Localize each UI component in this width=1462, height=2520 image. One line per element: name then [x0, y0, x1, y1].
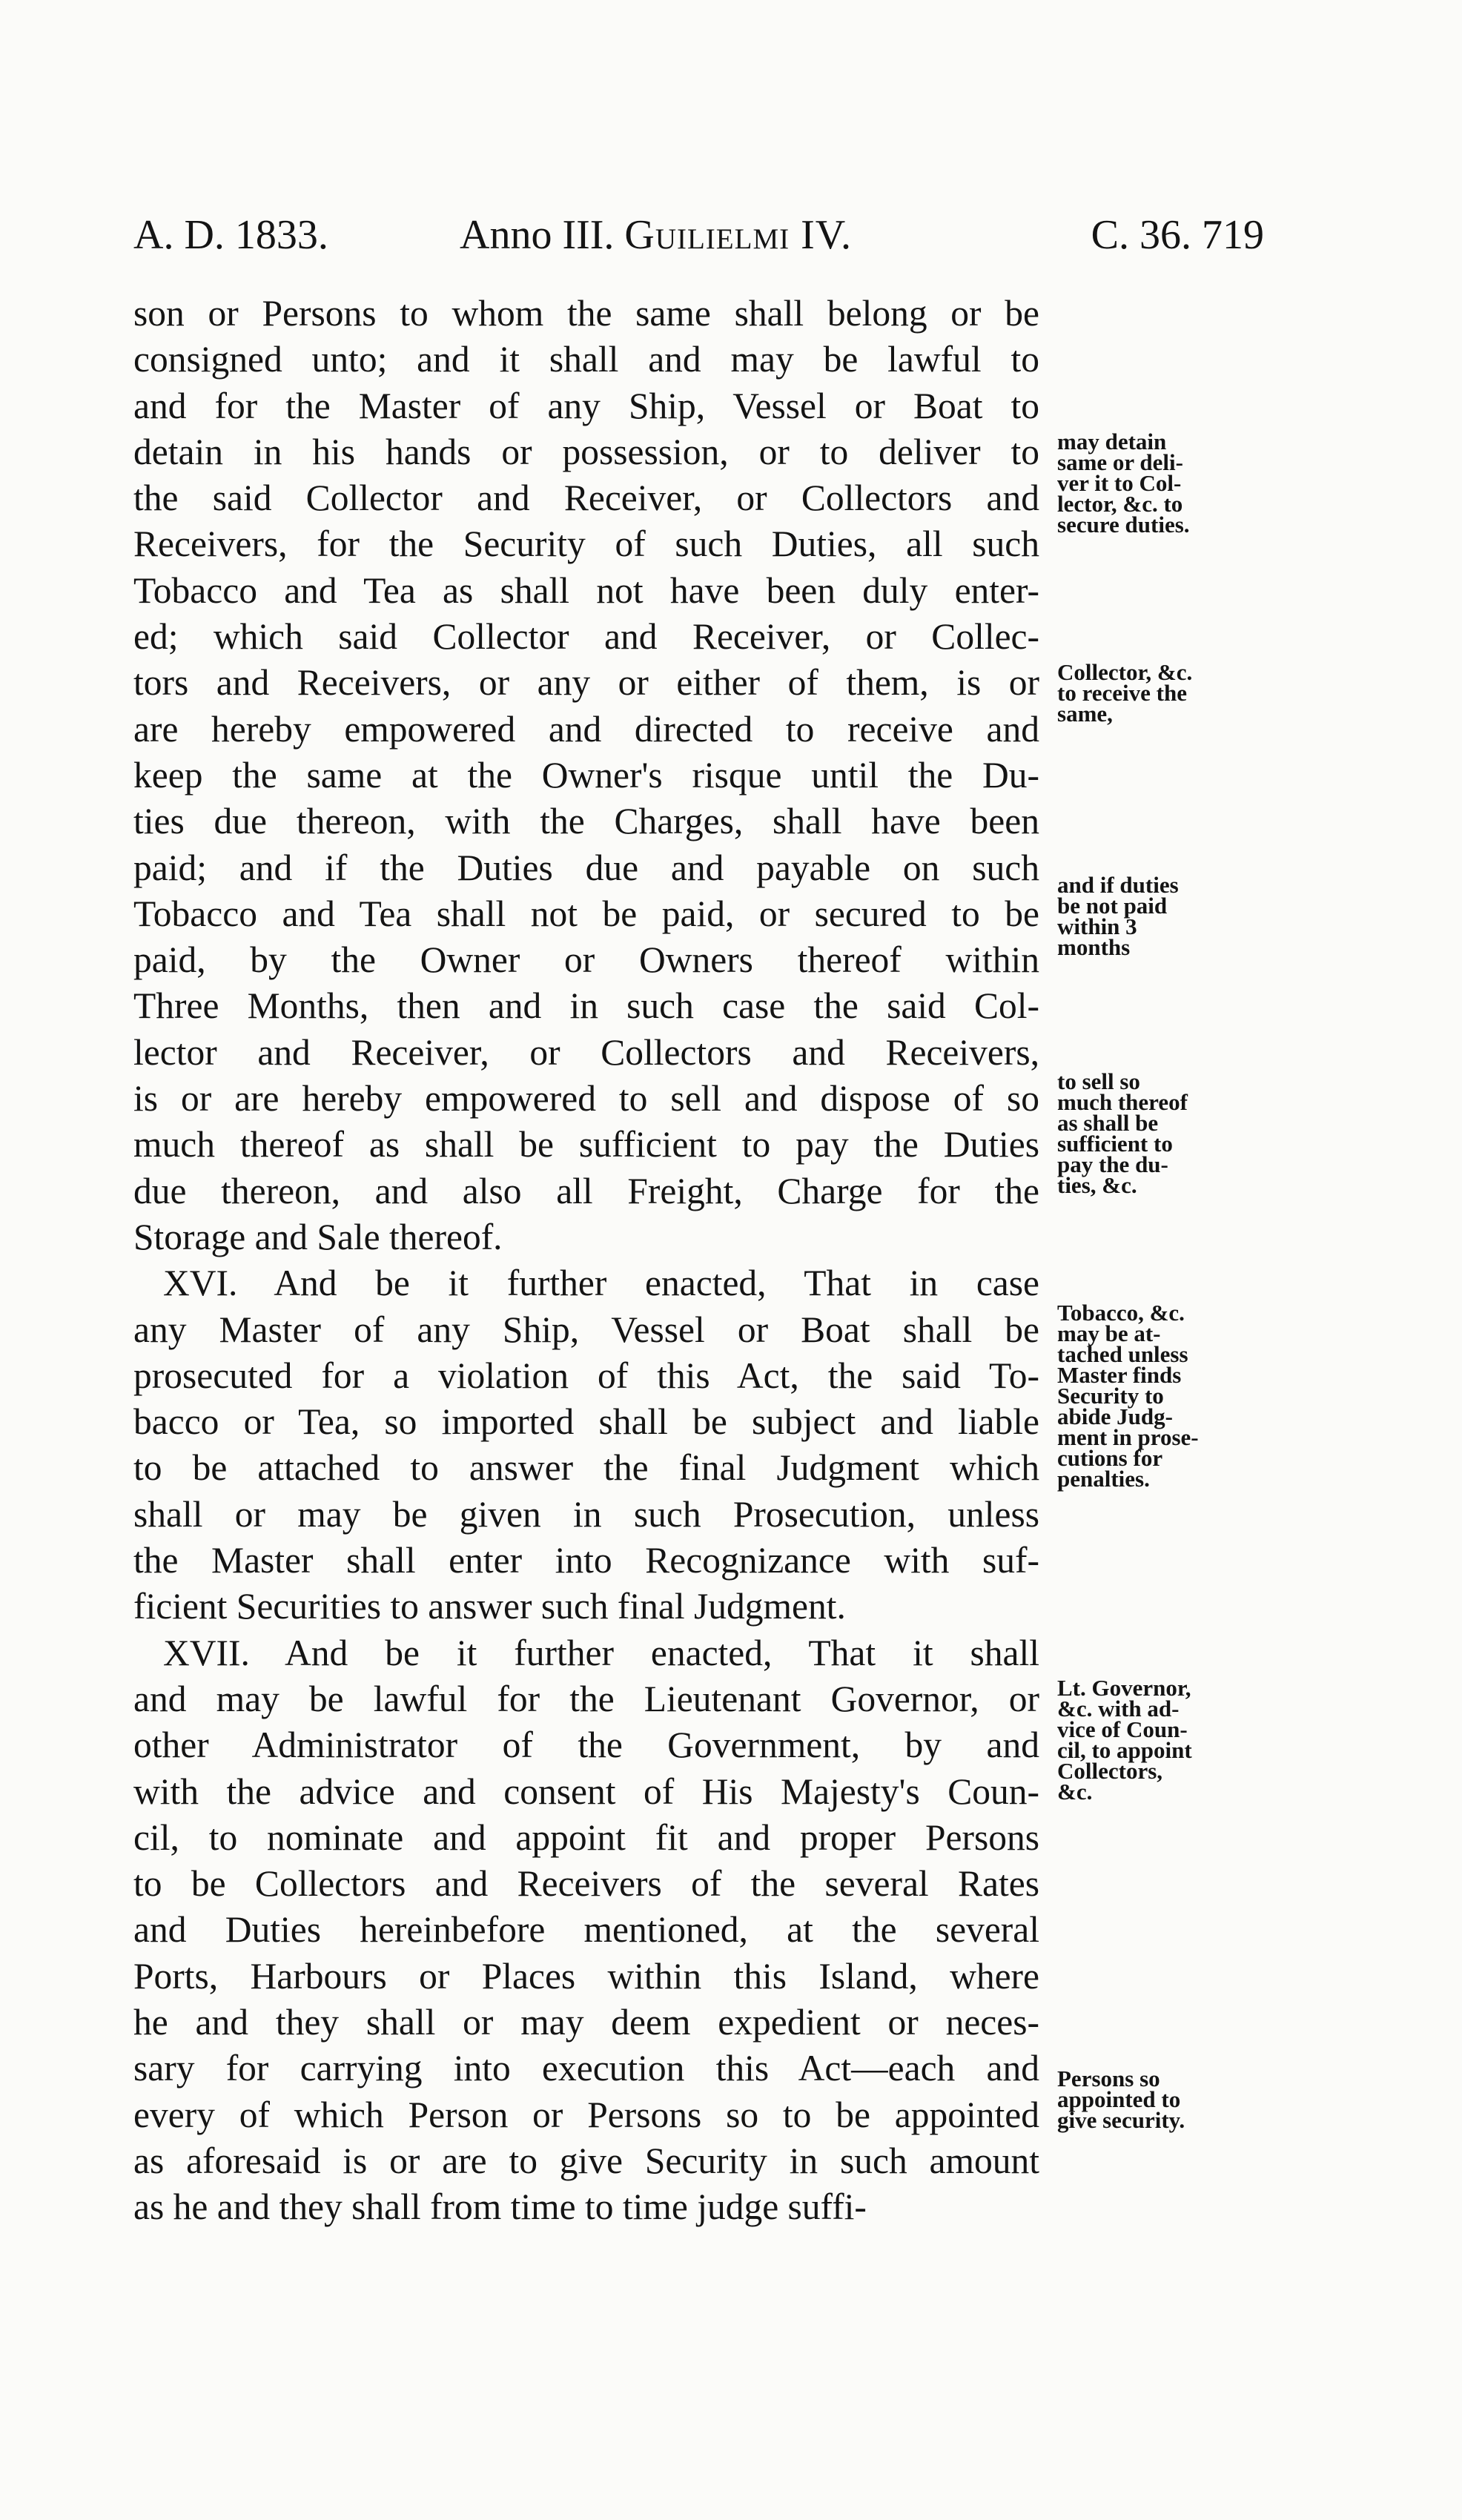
margin-note-line: Master finds — [1057, 1362, 1182, 1388]
margin-note-line: months — [1057, 934, 1131, 960]
margin-note-line: vice of Coun- — [1057, 1716, 1188, 1742]
margin-note-line: sufficient to — [1057, 1131, 1173, 1157]
text-line: other Administrator of the Government, by and — [133, 1724, 1039, 1766]
text-line: Tobacco and Tea as shall not have been duly enter- — [133, 569, 1039, 611]
text-line: any Master of any Ship, Vessel or Boat shall be — [133, 1309, 1039, 1350]
margin-note-line: ment in prose- — [1057, 1424, 1199, 1450]
text-line: and may be lawful for the Lieutenant Governor, or — [133, 1678, 1039, 1719]
margin-note-line: same, — [1057, 701, 1113, 727]
margin-note-line: to receive the — [1057, 680, 1187, 706]
text-line: to be Collectors and Receivers of the several Rates — [133, 1863, 1039, 1905]
text-line: Storage and Sale thereof. — [133, 1216, 503, 1257]
header-regnal-monarch: Guilielmi IV. — [624, 212, 852, 258]
text-line: paid; and if the Duties due and payable on such — [133, 847, 1039, 888]
section-heading-line: XVII. And be it further enacted, That it shall — [163, 1632, 1039, 1673]
body-text — [133, 291, 1039, 2230]
text-line: Tobacco and Tea shall not be paid, or secured to be — [133, 893, 1039, 934]
running-head — [133, 202, 1264, 268]
margin-note-line: be not paid — [1057, 893, 1168, 919]
margin-note-line: cutions for — [1057, 1445, 1163, 1471]
text-line: bacco or Tea, so imported shall be subject and liable — [133, 1401, 1039, 1443]
margin-note-line: Security to — [1057, 1383, 1164, 1409]
text-line: he and they shall or may deem expedient or neces- — [133, 2001, 1039, 2043]
text-line: prosecuted for a violation of this Act, the said To- — [133, 1355, 1039, 1396]
margin-note-detain — [1057, 429, 1272, 538]
text-line: Ports, Harbours or Places within this Island, where — [133, 1955, 1039, 1997]
margin-note-line: penalties. — [1057, 1466, 1150, 1492]
margin-note-sell — [1057, 1068, 1272, 1198]
section-heading-line: XVI. And be it further enacted, That in case — [163, 1263, 1039, 1304]
text-line: due thereon, and also all Freight, Charge for the — [133, 1170, 1039, 1211]
margin-note-line: cil, to appoint — [1057, 1737, 1192, 1763]
text-line: shall or may be given in such Prosecution, unless — [133, 1493, 1039, 1535]
margin-note-line: &c. with ad- — [1057, 1696, 1180, 1722]
margin-note-line: pay the du- — [1057, 1151, 1168, 1177]
margin-note-line: may be at- — [1057, 1320, 1161, 1346]
margin-note-line: lector, &c. to — [1057, 491, 1183, 517]
margin-note-line: and if duties — [1057, 872, 1179, 898]
text-line: the said Collector and Receiver, or Collectors and — [133, 477, 1039, 519]
text-line: son or Persons to whom the same shall belong or be — [133, 293, 1039, 334]
text-line: ed; which said Collector and Receiver, or Collec- — [133, 616, 1039, 658]
text-line: consigned unto; and it shall and may be lawful to — [133, 339, 1039, 380]
header-chapter-page: C. 36. 719 — [1091, 212, 1264, 258]
text-line: cil, to nominate and appoint fit and proper Persons — [133, 1816, 1039, 1858]
header-regnal-year — [460, 202, 852, 268]
margin-note-line: Collectors, — [1057, 1758, 1163, 1784]
text-line: and Duties hereinbefore mentioned, at the several — [133, 1909, 1039, 1951]
text-line: tors and Receivers, or any or either of them, is or — [133, 662, 1039, 704]
text-line: and for the Master of any Ship, Vessel or Boat to — [133, 385, 1039, 426]
header-regnal-anno: Anno III. — [460, 212, 615, 258]
text-line: are hereby empowered and directed to receive and — [133, 708, 1039, 750]
margin-note-line: Collector, &c. — [1057, 659, 1193, 685]
margin-note-line: same or deli- — [1057, 449, 1183, 475]
margin-note-line: abide Judg- — [1057, 1403, 1173, 1429]
text-line: Three Months, then and in such case the said Col- — [133, 985, 1039, 1027]
header-year: A. D. 1833. — [133, 212, 328, 258]
margin-note-line: as shall be — [1057, 1110, 1159, 1136]
text-line: much thereof as shall be sufficient to pay the Duties — [133, 1124, 1039, 1165]
text-line: to be attached to answer the final Judgment which — [133, 1447, 1039, 1489]
text-line: is or are hereby empowered to sell and dispose of so — [133, 1078, 1039, 1120]
text-line: paid, by the Owner or Owners thereof within — [133, 939, 1039, 981]
margin-note-security — [1057, 2068, 1272, 2131]
text-line: keep the same at the Owner's risque until the Du- — [133, 754, 1039, 796]
text-line: lector and Receiver, or Collectors and Receivers, — [133, 1031, 1039, 1073]
text-line: with the advice and consent of His Majesty's Coun- — [133, 1770, 1039, 1812]
margin-note-line: secure duties. — [1057, 512, 1190, 538]
text-line: Receivers, for the Security of such Duties, all such — [133, 523, 1039, 565]
text-line: as he and they shall from time to time judge suffi- — [133, 2186, 867, 2228]
margin-note-line: ties, &c. — [1057, 1172, 1137, 1198]
text-line: ties due thereon, with the Charges, shall have been — [133, 801, 1039, 842]
margin-note-collector — [1057, 659, 1272, 727]
margin-note-line: Tobacco, &c. — [1057, 1300, 1185, 1326]
margin-note-line: much thereof — [1057, 1089, 1188, 1115]
text-line: detain in his hands or possession, or to deliver to — [133, 431, 1039, 472]
text-line: the Master shall enter into Recognizance with suf- — [133, 1540, 1039, 1581]
margin-note-line: within 3 — [1057, 913, 1137, 939]
text-line: as aforesaid is or are to give Security in such amount — [133, 2140, 1039, 2181]
text-line: ficient Securities to answer such final Judgment. — [133, 1586, 846, 1627]
margin-note-line: Persons so — [1057, 2066, 1160, 2091]
margin-note-line: appointed to — [1057, 2086, 1181, 2112]
margin-note-line: ver it to Col- — [1057, 470, 1182, 496]
margin-note-line: Lt. Governor, — [1057, 1675, 1191, 1701]
margin-note-unpaid — [1057, 872, 1272, 960]
margin-note-line: to sell so — [1057, 1068, 1140, 1094]
margin-note-line: may detain — [1057, 429, 1167, 454]
text-line: sary for carrying into execution this Act—each and — [133, 2048, 1039, 2089]
margin-note-attached — [1057, 1300, 1272, 1492]
margin-note-governor — [1057, 1675, 1272, 1805]
margin-note-line: tached unless — [1057, 1341, 1188, 1367]
margin-note-line: give security. — [1057, 2107, 1185, 2133]
margin-note-line: &c. — [1057, 1779, 1093, 1805]
text-line: every of which Person or Persons so to be appointed — [133, 2094, 1039, 2135]
